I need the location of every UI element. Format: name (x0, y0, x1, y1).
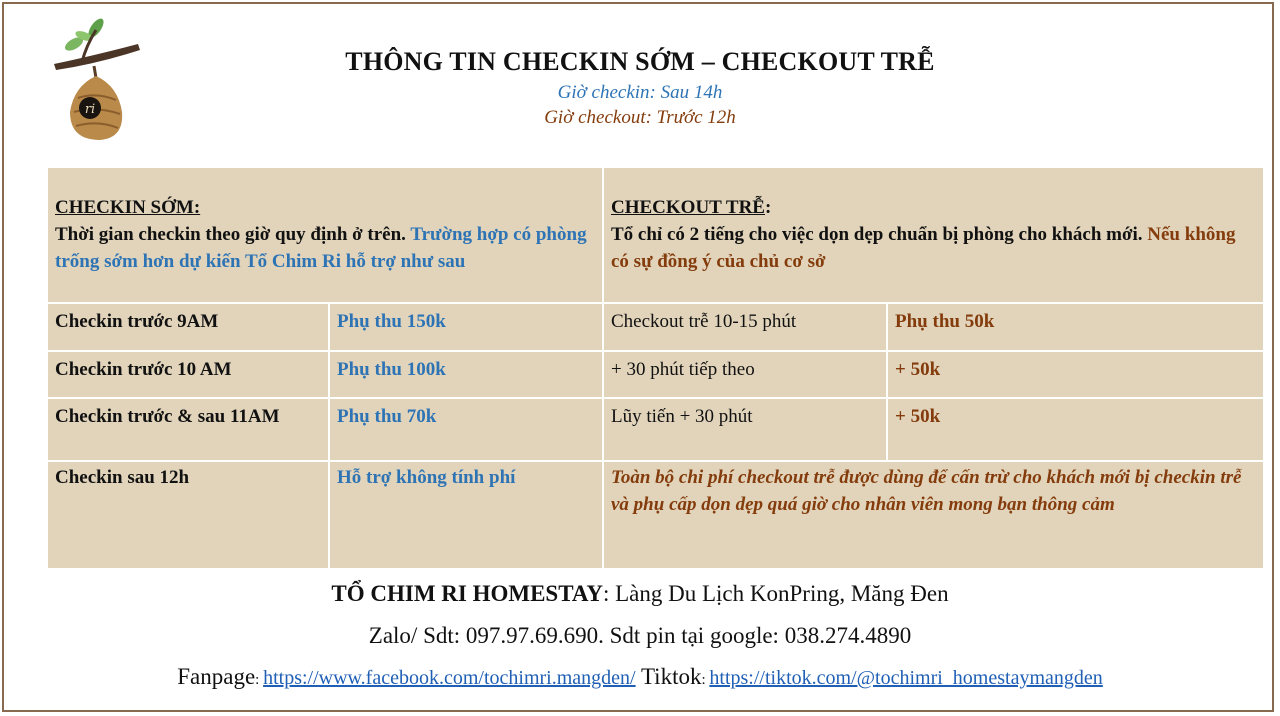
early-note: Trường hợp có phòng trống sớm hơn dự kiến Tổ Chim Ri hỗ trợ như sau (55, 224, 587, 272)
fee-table (46, 166, 1265, 570)
checkin-label: Checkin trước 10 AM (47, 351, 329, 398)
late-heading: CHECKOUT TRỄ (611, 197, 765, 218)
checkin-time: Giờ checkin: Sau 14h (557, 82, 723, 103)
tiktok-label: Tiktok (640, 664, 702, 689)
checkout-time: Giờ checkout: Trước 12h (544, 107, 736, 128)
checkin-fee: Phụ thu 150k (329, 303, 603, 351)
tiktok-colon: : (701, 672, 710, 688)
logo-monogram: ri (84, 102, 96, 117)
late-checkout-info (603, 167, 1264, 303)
footer-links (0, 664, 1280, 690)
checkout-label: Lũy tiến + 30 phút (603, 398, 887, 461)
nest-logo (52, 16, 142, 146)
fanpage-colon: : (255, 672, 264, 688)
checkout-fee: + 50k (887, 398, 1264, 461)
checkin-label: Checkin sau 12h (47, 461, 329, 569)
early-checkin-info (47, 167, 603, 303)
page-title: THÔNG TIN CHECKIN SỚM – CHECKOUT TRỄ (345, 47, 935, 76)
footer-address (0, 581, 1280, 607)
tiktok-link[interactable]: https://tiktok.com/@tochimri_homestaymangden (709, 667, 1103, 689)
early-heading: CHECKIN SỚM: (55, 197, 201, 218)
header (300, 44, 980, 130)
table-row (47, 398, 1264, 461)
early-text: Thời gian checkin theo giờ quy định ở trên. (55, 224, 411, 245)
checkin-label: Checkin trước 9AM (47, 303, 329, 351)
checkout-note: Toàn bộ chi phí checkout trễ được dùng để cấn trừ cho khách mới bị checkin trễ và phụ cấp dọn dẹp quá giờ cho nhân viên mong bạn thông cảm (603, 461, 1264, 569)
checkout-label: + 30 phút tiếp theo (603, 351, 887, 398)
checkin-fee: Hỗ trợ không tính phí (329, 461, 603, 569)
table-row (47, 303, 1264, 351)
fanpage-link[interactable]: https://www.facebook.com/tochimri.mangden/ (263, 667, 636, 689)
late-note: Nếu không có sự đồng ý của chủ cơ sở (611, 224, 1236, 272)
checkin-fee: Phụ thu 70k (329, 398, 603, 461)
checkin-label: Checkin trước & sau 11AM (47, 398, 329, 461)
checkin-fee: Phụ thu 100k (329, 351, 603, 398)
late-text: Tổ chỉ có 2 tiếng cho việc dọn dẹp chuẩn bị phòng cho khách mới. (611, 224, 1148, 245)
fanpage-label: Fanpage (177, 664, 256, 689)
brand-name: TỔ CHIM RI HOMESTAY (331, 581, 603, 606)
checkout-label: Checkout trễ 10-15 phút (603, 303, 887, 351)
table-row (47, 351, 1264, 398)
late-heading-colon: : (764, 197, 772, 218)
checkout-fee: Phụ thu 50k (887, 303, 1264, 351)
checkout-fee: + 50k (887, 351, 1264, 398)
table-row (47, 461, 1264, 569)
table-header-row (47, 167, 1264, 303)
footer-contact: Zalo/ Sdt: 097.97.69.690. Sdt pin tại google: 038.274.4890 (368, 623, 912, 648)
address-text: : Làng Du Lịch KonPring, Măng Đen (602, 581, 949, 606)
